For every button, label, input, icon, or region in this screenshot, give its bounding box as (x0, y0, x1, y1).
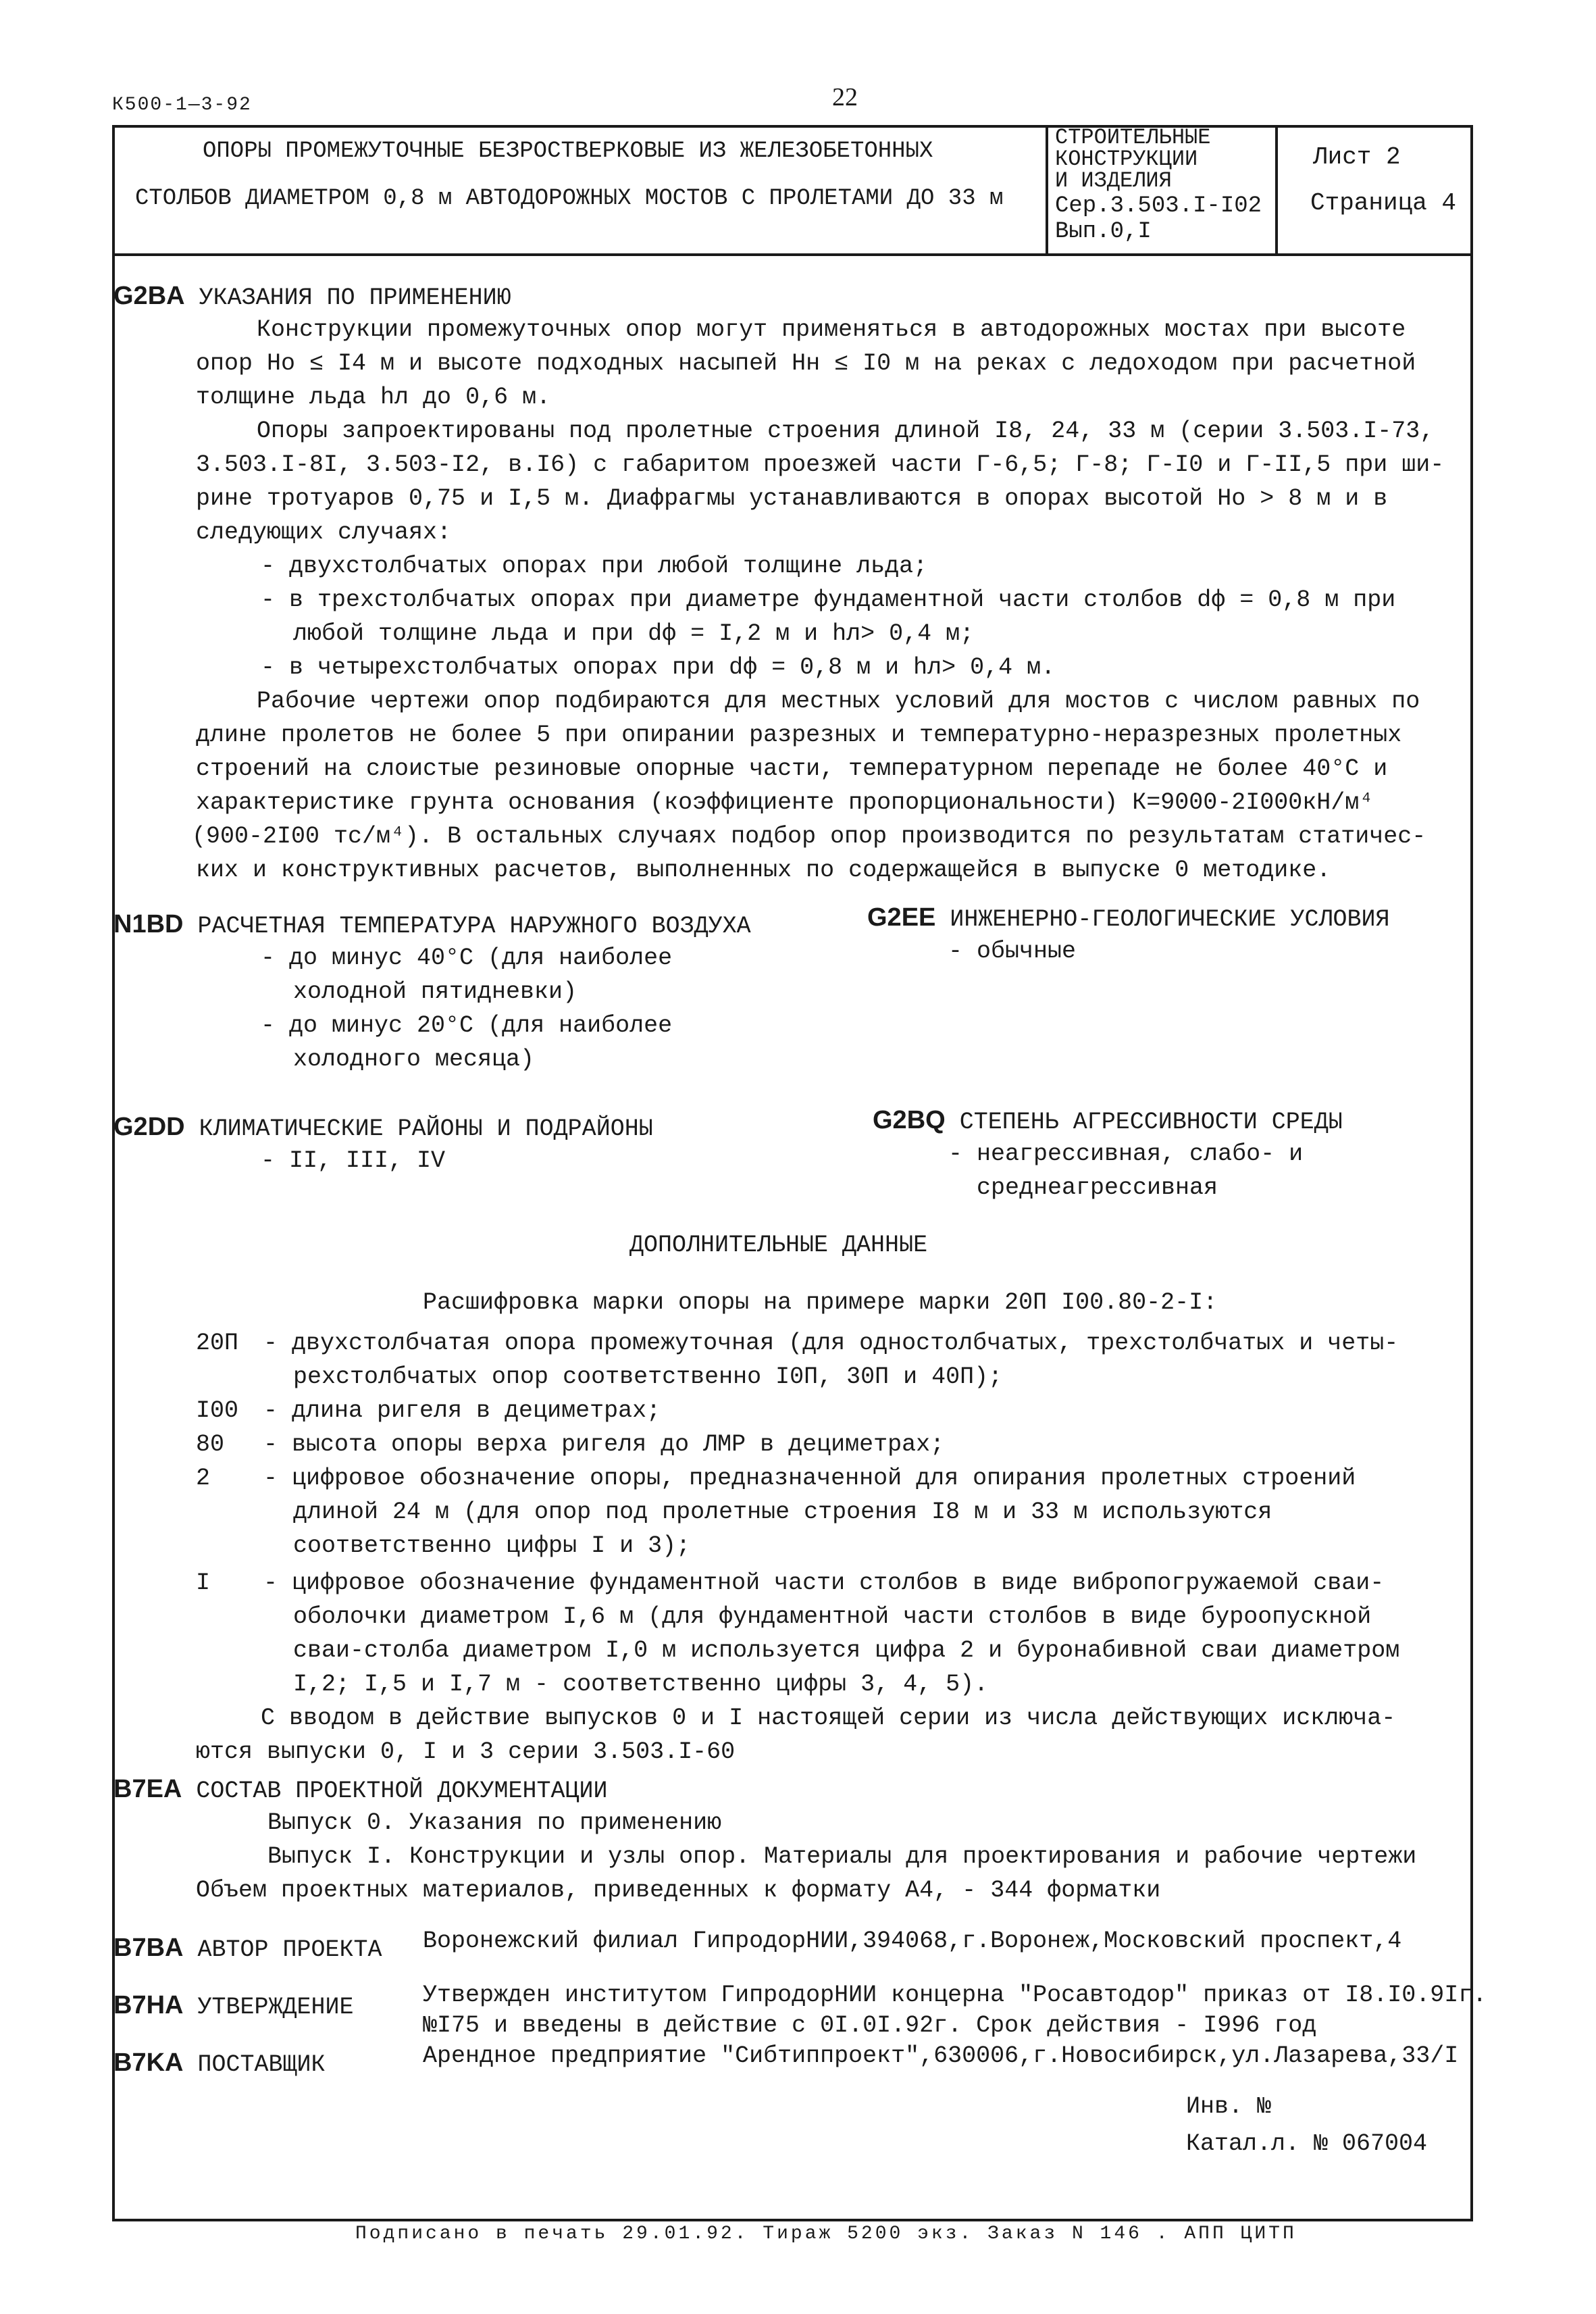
application-line-3: толщине льда hл до 0,6 м. (196, 384, 551, 411)
doc-code: К500-1—3-92 (112, 95, 252, 116)
geology-section-heading (867, 901, 1390, 936)
item-key-1: 20П (196, 1330, 239, 1357)
application-line-13: длине пролетов не более 5 при опирании разрезных и температурно-неразрезных пролетных (196, 722, 1402, 749)
series-line-4: Сер.3.503.I-I02 (1055, 193, 1262, 219)
item-5-line-4: I,2; I,5 и I,7 м - соответственно цифры 3, 4, 5). (293, 1671, 989, 1698)
temperature-section-heading (113, 907, 751, 943)
item-5-line-2: оболочки диаметром I,6 м (для фундаментной части столбов в виде буроопускной (293, 1603, 1372, 1630)
item-2-line-1: - длина ригеля в дециметрах; (263, 1397, 661, 1424)
application-line-17: ких и конструктивных расчетов, выполненных по содержащейся в выпуске 0 методике. (196, 857, 1331, 884)
header-title-line1: ОПОРЫ ПРОМЕЖУТОЧНЫЕ БЕЗРОСТВЕРКОВЫЕ ИЗ ЖЕЛЕЗОБЕТОННЫХ (203, 139, 933, 164)
approval-line-1: Утвержден институтом ГипродорНИИ концерна "Росавтодор" приказ от I8.I0.9Iг. (423, 1982, 1487, 2009)
sheet-label: Лист 2 (1313, 143, 1401, 171)
temperature-line-1: - до минус 40°С (для наиболее (261, 945, 673, 972)
application-title: УКАЗАНИЯ ПО ПРИМЕНЕНИЮ (199, 284, 511, 311)
item-key-5: I (196, 1569, 211, 1596)
aggression-line-1: - неагрессивная, слабо- и (948, 1140, 1304, 1167)
composition-line-1: Выпуск 0. Указания по применению (267, 1809, 722, 1836)
climate-line-1: - II, III, IV (261, 1147, 446, 1174)
application-line-6: рине тротуаров 0,75 и I,5 м. Диафрагмы устанавливаются в опорах высотой Hо > 8 м и в (196, 485, 1388, 512)
header-title-line2: СТОЛБОВ ДИАМЕТРОМ 0,8 м АВТОДОРОЖНЫХ МОСТОВ С ПРОЛЕТАМИ ДО 33 м (135, 186, 1004, 211)
approval-code: B7HA (113, 1991, 184, 2019)
series-line-5: Вып.0,I (1055, 219, 1152, 245)
geology-line-1: - обычные (948, 938, 1077, 965)
additional-note-line-2: ются выпуски 0, I и 3 серии 3.503.I-60 (196, 1738, 736, 1765)
author-value: Воронежский филиал ГипродорНИИ,394068,г.Воронеж,Московский проспект,4 (423, 1928, 1402, 1955)
item-5-line-1: - цифровое обозначение фундаментной части столбов в виде вибропогружаемой сваи- (263, 1569, 1385, 1596)
temperature-line-3: - до минус 20°С (для наиболее (261, 1012, 673, 1039)
application-line-16: (900-2I00 тс/м⁴). В остальных случаях подбор опор производится по результатам статичес- (192, 823, 1426, 850)
application-line-15: характеристике грунта основания (коэффициенте пропорциональности) К=9000-2I000кН/м⁴ (196, 789, 1374, 816)
climate-code: G2DD (113, 1113, 185, 1141)
approval-section-heading (113, 1988, 354, 2024)
temperature-line-4: холодного месяца) (293, 1046, 535, 1073)
page-number: 22 (832, 83, 858, 111)
application-line-5: 3.503.I-8I, 3.503-I2, в.I6) с габаритом проезжей части Г-6,5; Г-8; Г-I0 и Г-II,5 при ши- (196, 451, 1445, 478)
item-4-line-2: длиной 24 м (для опор под пролетные строения I8 м и 33 м используются (293, 1499, 1272, 1526)
application-line-1: Конструкции промежуточных опор могут применяться в автодорожных мостах при высоте (257, 316, 1406, 343)
application-line-2: опор Hо ≤ I4 м и высоте подходных насыпей Hн ≤ I0 м на реках с ледоходом при расчетной (196, 350, 1416, 377)
temperature-code: N1BD (113, 910, 184, 938)
climate-section-heading (113, 1110, 653, 1146)
application-line-9: - в трехстолбчатых опорах при диаметре фундаментной части столбов dф = 0,8 м при (261, 586, 1396, 613)
composition-line-2: Выпуск I. Конструкции и узлы опор. Материалы для проектирования и рабочие чертежи (267, 1843, 1417, 1870)
aggression-line-2: среднеагрессивная (977, 1174, 1218, 1201)
additional-title: ДОПОЛНИТЕЛЬНЫЕ ДАННЫЕ (629, 1232, 928, 1259)
application-line-4: Опоры запроектированы под пролетные строения длиной I8, 24, 33 м (серии 3.503.I-73, (257, 418, 1435, 445)
aggression-title: СТЕПЕНЬ АГРЕССИВНОСТИ СРЕДЫ (959, 1109, 1343, 1136)
page-label: Страница 4 (1310, 189, 1457, 217)
item-4-line-1: - цифровое обозначение опоры, предназначенной для опирания пролетных строений (263, 1465, 1356, 1492)
approval-title: УТВЕРЖДЕНИЕ (197, 1994, 354, 2021)
series-line-2: КОНСТРУКЦИИ (1055, 147, 1198, 172)
item-key-4: 2 (196, 1465, 211, 1492)
composition-code: B7EA (113, 1775, 182, 1803)
geology-code: G2EE (867, 903, 936, 932)
approval-line-2: №I75 и введены в действие с 0I.0I.92г. Срок действия - I996 год (423, 2012, 1317, 2039)
application-line-14: строений на слоистые резиновые опорные части, температурном перепаде не более 40°С и (196, 755, 1388, 782)
geology-title: ИНЖЕНЕРНО-ГЕОЛОГИЧЕСКИЕ УСЛОВИЯ (950, 906, 1390, 933)
application-line-7: следующих случаях: (196, 519, 452, 546)
item-4-line-3: соответственно цифры I и 3); (293, 1532, 691, 1559)
item-1-line-2: рехстолбчатых опор соответственно I0П, 30П и 40П); (293, 1363, 1003, 1390)
series-line-1: СТРОИТЕЛЬНЫЕ (1055, 125, 1211, 150)
catalog-number: Катал.л. № 067004 (1186, 2130, 1428, 2157)
application-line-10: любой толщине льда и при dф = I,2 м и hл> 0,4 м; (293, 620, 975, 647)
supplier-section-heading (113, 2046, 326, 2082)
author-section-heading (113, 1931, 382, 1967)
supplier-code: B7KA (113, 2048, 184, 2077)
aggression-section-heading (873, 1103, 1343, 1139)
series-line-3: И ИЗДЕЛИЯ (1055, 168, 1172, 193)
composition-title: СОСТАВ ПРОЕКТНОЙ ДОКУМЕНТАЦИИ (196, 1778, 608, 1805)
temperature-line-2: холодной пятидневки) (293, 978, 577, 1005)
supplier-value: Арендное предприятие "Сибтиппроект",630006,г.Новосибирск,ул.Лазарева,33/I (423, 2042, 1459, 2069)
header-divider (112, 253, 1473, 256)
author-code: B7BA (113, 1934, 184, 1962)
aggression-code: G2BQ (873, 1106, 946, 1134)
climate-title: КЛИМАТИЧЕСКИЕ РАЙОНЫ И ПОДРАЙОНЫ (199, 1115, 653, 1142)
item-key-3: 80 (196, 1431, 225, 1458)
supplier-title: ПОСТАВЩИК (197, 2051, 326, 2078)
item-1-line-1: - двухстолбчатая опора промежуточная (для одностолбчатых, трехстолбчатых и четы- (263, 1330, 1399, 1357)
application-code: G2BA (113, 282, 185, 310)
inventory-number: Инв. № (1186, 2093, 1272, 2120)
item-key-2: I00 (196, 1397, 239, 1424)
print-footer: Подписано в печать 29.01.92. Тираж 5200 экз. Заказ N 146 . АПП ЦИТП (355, 2223, 1297, 2244)
temperature-title: РАСЧЕТНАЯ ТЕМПЕРАТУРА НАРУЖНОГО ВОЗДУХА (197, 913, 751, 940)
additional-subtitle: Расшифровка марки опоры на примере марки 20П I00.80-2-I: (423, 1289, 1218, 1316)
header-vline-2 (1275, 125, 1278, 255)
application-section-heading (113, 279, 511, 315)
composition-section-heading (113, 1772, 608, 1808)
application-line-11: - в четырехстолбчатых опорах при dф = 0,8 м и hл> 0,4 м. (261, 654, 1056, 681)
item-3-line-1: - высота опоры верха ригеля до ЛМР в дециметрах; (263, 1431, 945, 1458)
header-vline-1 (1046, 125, 1048, 255)
application-line-8: - двухстолбчатых опорах при любой толщине льда; (261, 553, 928, 580)
item-5-line-3: сваи-столба диаметром I,0 м используется цифра 2 и буронабивной сваи диаметром (293, 1637, 1400, 1664)
additional-note-line-1: С вводом в действие выпусков 0 и I настоящей серии из числа действующих исключа- (261, 1705, 1396, 1732)
application-line-12: Рабочие чертежи опор подбираются для местных условий для мостов с числом равных по (257, 688, 1420, 715)
author-title: АВТОР ПРОЕКТА (197, 1936, 382, 1963)
composition-line-3: Объем проектных материалов, приведенных к формату А4, - 344 форматки (196, 1877, 1161, 1904)
